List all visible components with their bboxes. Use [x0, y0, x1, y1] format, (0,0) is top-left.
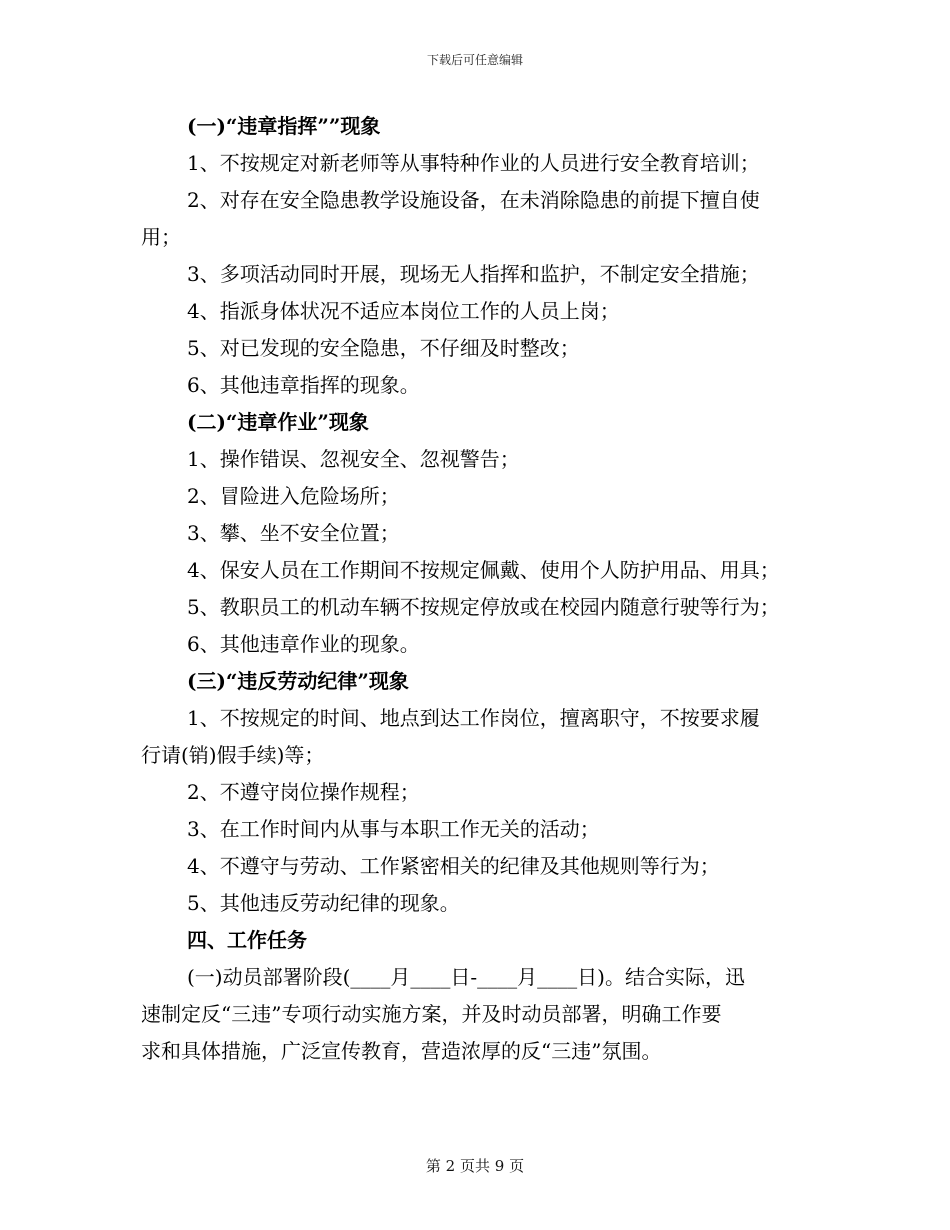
paragraph-line: 1、操作错误、忽视安全、忽视警告；	[187, 447, 520, 471]
page-footer: 第 2 页共 9 页	[425, 1157, 525, 1175]
paragraph-line-continued: 速制定反“三违”专项行动实施方案，并及时动员部署，明确工作要	[141, 1002, 722, 1026]
paragraph-line: 2、不遵守岗位操作规程；	[187, 780, 420, 804]
paragraph-line: 6、其他违章作业的现象。	[187, 632, 420, 656]
paragraph-line: 3、多项活动同时开展，现场无人指挥和监护，不制定安全措施；	[187, 262, 760, 286]
paragraph-line: 4、指派身体状况不适应本岗位工作的人员上岗；	[187, 299, 620, 323]
paragraph-line: 1、不按规定对新老师等从事特种作业的人员进行安全教育培训；	[187, 151, 760, 175]
paragraph-line: 2、冒险进入危险场所；	[187, 484, 400, 508]
section-heading-2: (二)“违章作业”现象	[187, 410, 369, 434]
paragraph-line: 4、不遵守与劳动、工作紧密相关的纪律及其他规则等行为；	[187, 854, 720, 878]
paragraph-line-continued: 求和具体措施，广泛宣传教育，营造浓厚的反“三违”氛围。	[141, 1039, 662, 1063]
section-heading-4: 四、工作任务	[187, 928, 307, 952]
paragraph-line: 5、教职员工的机动车辆不按规定停放或在校园内随意行驶等行为；	[187, 595, 780, 619]
paragraph-line: 5、对已发现的安全隐患，不仔细及时整改；	[187, 336, 580, 360]
paragraph-line: 6、其他违章指挥的现象。	[187, 373, 420, 397]
paragraph-line: (一)动员部署阶段(____月____日-____月____日)。结合实际，迅	[187, 965, 745, 989]
section-heading-3: (三)“违反劳动纪律”现象	[187, 669, 409, 693]
paragraph-line: 3、在工作时间内从事与本职工作无关的活动；	[187, 817, 600, 841]
paragraph-line: 2、对存在安全隐患教学设施设备，在未消除隐患的前提下擅自使	[187, 188, 760, 212]
paragraph-line: 5、其他违反劳动纪律的现象。	[187, 891, 460, 915]
paragraph-line-continued: 用；	[141, 225, 181, 249]
page-header: 下载后可任意编辑	[426, 53, 523, 67]
paragraph-line-continued: 行请(销)假手续)等；	[141, 743, 325, 767]
section-heading-1: (一)“违章指挥””现象	[187, 114, 381, 138]
document-body	[141, 108, 813, 1070]
paragraph-line: 4、保安人员在工作期间不按规定佩戴、使用个人防护用品、用具；	[187, 558, 780, 582]
paragraph-line: 3、攀、坐不安全位置；	[187, 521, 400, 545]
paragraph-line: 1、不按规定的时间、地点到达工作岗位，擅离职守，不按要求履	[187, 706, 760, 730]
